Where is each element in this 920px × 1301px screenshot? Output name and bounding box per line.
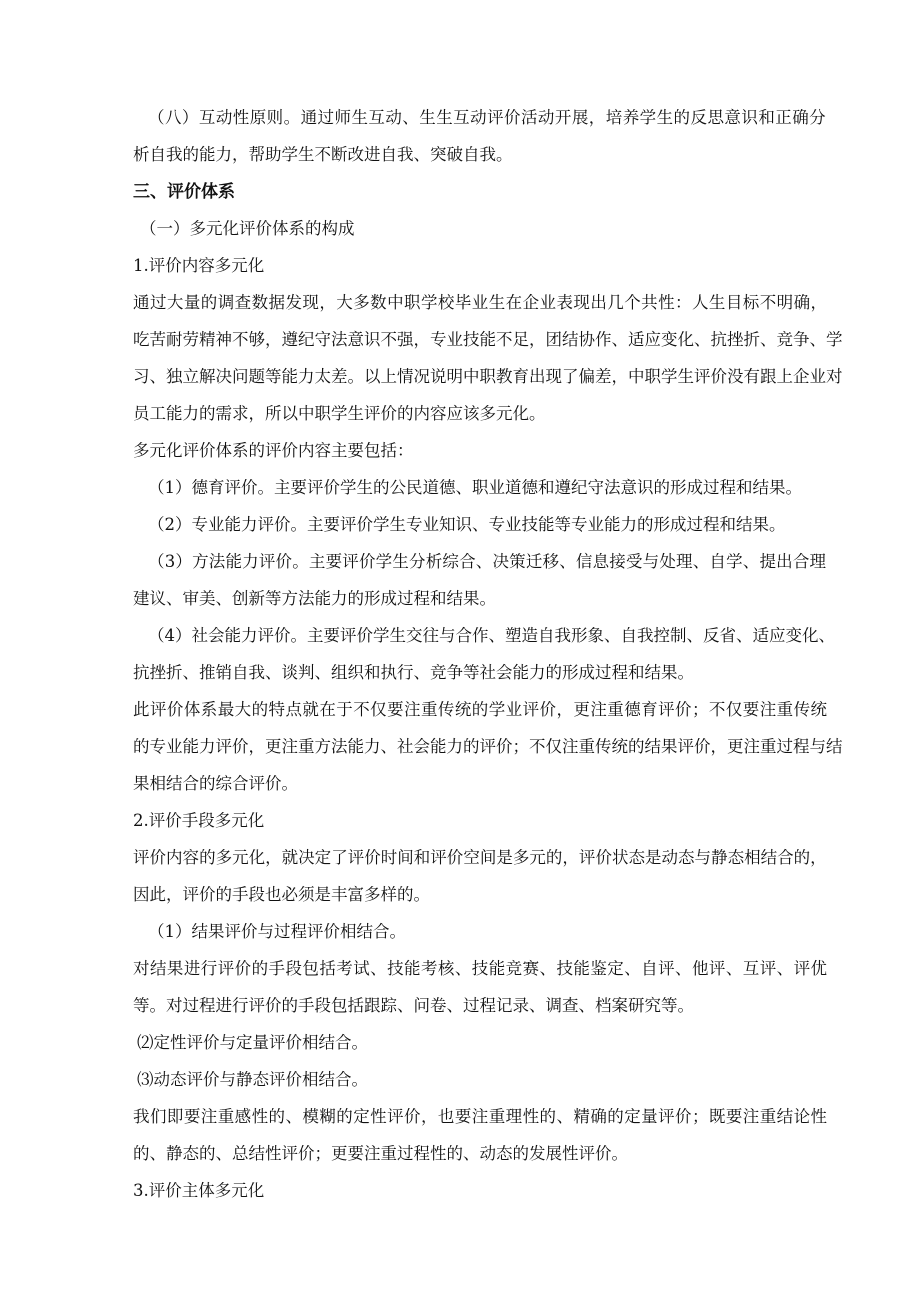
para-combine-line-2: 的、静态的、总结性评价；更要注重过程性的、动态的发展性评价。 (133, 1144, 628, 1163)
item-qualitative-quantitative: ⑵定性评价与定量评价相结合。 (137, 1033, 368, 1052)
item-method-line-1: （ 3 ） 方 法 能 力 评 价 。 主 要 评 价 学 生 分 析 综 合 、 决 策 迁 移 、 信 息 接 受 与 处 理 、 自 学 、 提 出 合 理 (148, 552, 826, 571)
para-means-line-2: 因此，评价的手段也必须是丰富多样的。 (133, 885, 430, 904)
para-result-line-1: 对 结 果 进 行 评 价 的 手 段 包 括 考 试 、 技 能 考 核 、 技 能 竞 赛 、 技 能 鉴 定 、 自 评 、 他 评 、 互 评 、 评 优 (133, 959, 827, 978)
para-content-intro: 多元化评价体系的评价内容主要包括： (133, 441, 414, 460)
item-social-line-1: （ 4 ） 社 会 能 力 评 价 。 主 要 评 价 学 生 交 往 与 合 作 、 塑 造 自 我 形 象 、 自 我 控 制 、 反 省 、 适 应 变 化 、 (148, 626, 835, 645)
para-survey-line-1: 通 过 大 量 的 调 查 数 据 发 现 ， 大 多 数 中 职 学 校 毕 业 生 在 企 业 表 现 出 几 个 共 性 ： 人 生 目 标 不 明 确 ， (133, 293, 827, 312)
subsection-heading: （一）多元化评价体系的构成 (140, 219, 355, 238)
item-heading-3: 3.评价主体多元化 (133, 1181, 265, 1200)
para-8-line-2: 析自我的能力，帮助学生不断改进自我、突破自我。 (133, 145, 513, 164)
item-method-line-2: 建议、审美、创新等方法能力的形成过程和结果。 (133, 589, 496, 608)
section-heading: 三、评价体系 (133, 182, 235, 202)
item-dynamic-static: ⑶动态评价与静态评价相结合。 (137, 1070, 368, 1089)
item-professional: （2）专业能力评价。主要评价学生专业知识、专业技能等专业能力的形成过程和结果。 (148, 515, 786, 534)
item-heading-2: 2.评价手段多元化 (133, 811, 265, 830)
para-feature-line-3: 果相结合的综合评价。 (133, 774, 298, 793)
para-8-line-1: （ 八 ） 互 动 性 原 则 。 通 过 师 生 互 动 、 生 生 互 动 评 价 活 动 开 展 ， 培 养 学 生 的 反 思 意 识 和 正 确 分 (148, 108, 826, 127)
item-social-line-2: 抗挫折、推销自我、谈判、组织和执行、竞争等社会能力的形成过程和结果。 (133, 663, 694, 682)
para-survey-line-4: 员工能力的需求，所以中职学生评价的内容应该多元化。 (133, 404, 546, 423)
para-means-line-1: 评 价 内 容 的 多 元 化 ， 就 决 定 了 评 价 时 间 和 评 价 空 间 是 多 元 的 ， 评 价 状 态 是 动 态 与 静 态 相 结 合 的 ， (133, 848, 827, 867)
item-moral: （1）德育评价。主要评价学生的公民道德、职业道德和遵纪守法意识的形成过程和结果。 (148, 478, 802, 497)
item-result-process: （1）结果评价与过程评价相结合。 (148, 922, 406, 941)
para-survey-line-3: 习 、 独 立 解 决 问 题 等 能 力 太 差 。 以 上 情 况 说 明 中 职 教 育 出 现 了 偏 差 ， 中 职 学 生 评 价 没 有 跟 上 企 业 对 (133, 367, 843, 386)
para-feature-line-1: 此 评 价 体 系 最 大 的 特 点 就 在 于 不 仅 要 注 重 传 统 的 学 业 评 价 ， 更 注 重 德 育 评 价 ； 不 仅 要 注 重 传 统 (133, 700, 827, 719)
para-feature-line-2: 的 专 业 能 力 评 价 ， 更 注 重 方 法 能 力 、 社 会 能 力 的 评 价 ； 不 仅 注 重 传 统 的 结 果 评 价 ， 更 注 重 过 程 与 结 (133, 737, 843, 756)
item-heading-1: 1.评价内容多元化 (133, 256, 265, 275)
para-survey-line-2: 吃 苦 耐 劳 精 神 不 够 ， 遵 纪 守 法 意 识 不 强 ， 专 业 技 能 不 足 ， 团 结 协 作 、 适 应 变 化 、 抗 挫 折 、 竞 争 、 学 (133, 330, 843, 349)
para-combine-line-1: 我 们 即 要 注 重 感 性 的 、 模 糊 的 定 性 评 价 ， 也 要 注 重 理 性 的 、 精 确 的 定 量 评 价 ； 既 要 注 重 结 论 性 (133, 1107, 827, 1126)
para-result-line-2: 等。对过程进行评价的手段包括跟踪、问卷、过程记录、调查、档案研究等。 (133, 996, 694, 1015)
